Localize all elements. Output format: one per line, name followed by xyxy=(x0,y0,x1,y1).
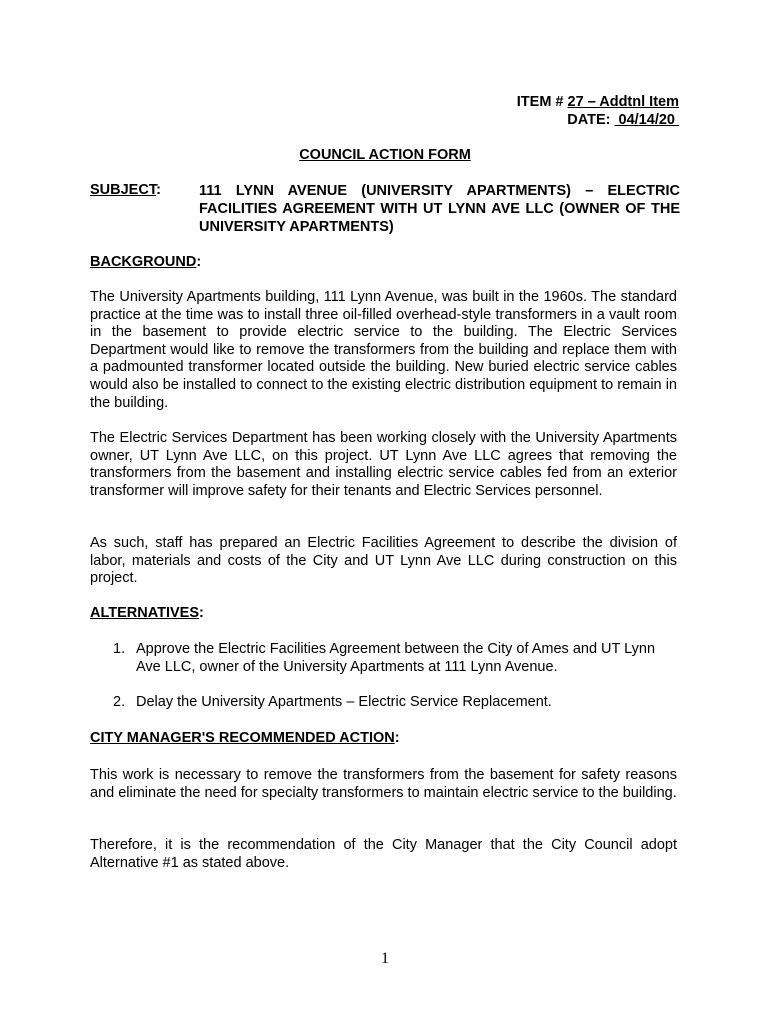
subject-text: 111 LYNN AVENUE (UNIVERSITY APARTMENTS) – ELECTRIC FACILITIES AGREEMENT WITH UT LYNN AVE LLC (OWNER OF THE UNIVERSITY APARTMENTS) xyxy=(199,183,680,235)
background-heading: BACKGROUND: xyxy=(90,254,202,270)
item-value: 27 – Addtnl Item xyxy=(567,94,679,110)
date-line xyxy=(567,112,679,128)
page-number: 1 xyxy=(381,950,389,967)
recommendation-paragraph-2: Therefore, it is the recommendation of the City Manager that the City Council adopt Alternative #1 as stated above. xyxy=(90,837,677,871)
alternative-text: Approve the Electric Facilities Agreement between the City of Ames and UT Lynn Ave LLC, owner of the University Apartments at 111 Lynn Avenue. xyxy=(136,641,656,675)
subject-label: SUBJECT: xyxy=(90,182,161,198)
background-paragraph-3: As such, staff has prepared an Electric Facilities Agreement to describe the division of labor, materials and costs of the City and UT Lynn Ave LLC during construction on this project. xyxy=(90,535,677,587)
alternative-number: 2. xyxy=(113,694,126,710)
background-paragraph-2: The Electric Services Department has been working closely with the University Apartments owner, UT Lynn Ave LLC, on this project. UT Lynn Ave LLC agrees that removing the transformers from the basement and installing electric service cables fed from an exterior transformer will improve safety for their tenants and Electric Services personnel. xyxy=(90,430,677,499)
form-title: COUNCIL ACTION FORM xyxy=(299,147,471,163)
item-label: ITEM # xyxy=(516,94,568,110)
alternative-item-2 xyxy=(113,694,680,712)
alternative-item-1 xyxy=(113,641,680,676)
background-paragraph-1: The University Apartments building, 111 Lynn Avenue, was built in the 1960s. The standard practice at the time was to install three oil-filled overhead-style transformers in a vault room in the basement to provide electric service to the building. The Electric Services Department would like to remove the transformers from the building and replace them with a padmounted transformer located outside the building. New buried electric service cables would also be installed to connect to the existing electric distribution equipment to remain in the building. xyxy=(90,289,677,411)
alternatives-heading: ALTERNATIVES: xyxy=(90,605,204,621)
alternative-text: Delay the University Apartments – Electric Service Replacement. xyxy=(136,694,552,710)
alternative-number: 1. xyxy=(113,641,126,657)
recommendation-paragraph-1: This work is necessary to remove the transformers from the basement for safety reasons and eliminate the need for specialty transformers to maintain electric service to the building. xyxy=(90,767,677,801)
date-label: DATE: xyxy=(567,112,615,128)
item-number-line xyxy=(517,94,679,110)
date-value: 04/14/20 xyxy=(614,112,679,128)
recommendation-heading: CITY MANAGER'S RECOMMENDED ACTION: xyxy=(90,730,400,746)
